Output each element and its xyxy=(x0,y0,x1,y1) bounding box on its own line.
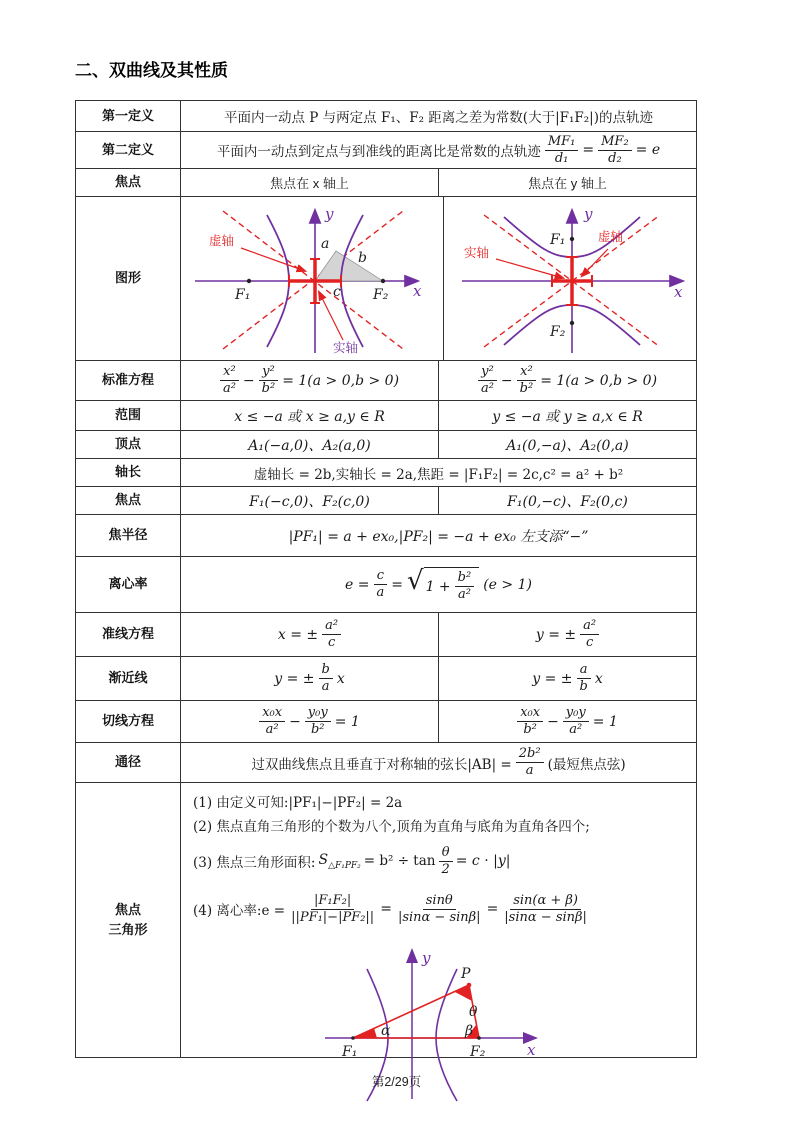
range-x: x ≤ −a 或 x ≥ a,y ∈ R xyxy=(234,408,385,425)
equals-sign: = xyxy=(380,901,392,917)
fraction-mf2-d2: $\frac{\text{MF₂}}{\text{d₂}}$ xyxy=(598,135,632,165)
focal-triangle-label-line1: 焦点 xyxy=(114,901,141,917)
focus-on-y-axis: 焦点在 y 轴上 xyxy=(528,176,607,191)
semi-axis-a-label: a xyxy=(321,235,330,252)
fraction-sin-theta: $\frac{\sin\theta}{|\sin\alpha - \sin\beta|}$ xyxy=(397,892,481,925)
foci-x: F₁(−c,0)、F₂(c,0) xyxy=(249,493,370,510)
hyperbola-x-foci-diagram xyxy=(187,199,437,359)
focus-f2-label: F₂ xyxy=(373,286,389,303)
foci-y: F₁(0,−c)、F₂(0,c) xyxy=(507,493,628,510)
angle-alpha-label: α xyxy=(380,1023,390,1039)
properties-table xyxy=(75,100,697,1058)
second-definition-text: 平面内一动点到定点与到准线的距离比是常数的点轨迹 xyxy=(216,144,541,160)
abc-triangle xyxy=(315,251,383,281)
vertices-x: A₁(−a,0)、A₂(a,0) xyxy=(248,437,371,454)
minus-sign: − xyxy=(500,372,513,389)
focal-radius-text: |PF₁| = a + ex₀,|PF₂| = −a + ex₀ 左支添“−” xyxy=(288,528,589,545)
fraction-2b2-a: $\frac{\text{2b²}}{a}$ xyxy=(516,747,544,777)
fraction-y2-a2: $\frac{\text{y²}}{\text{a²}}$ xyxy=(478,365,497,395)
fraction-y2-b2: $\frac{\text{y²}}{\text{b²}}$ xyxy=(259,365,279,395)
range-y: y ≤ −a 或 y ≥ a,x ∈ R xyxy=(492,408,643,425)
real-axis-label: 实轴 xyxy=(464,245,490,260)
y-axis-label: y xyxy=(584,204,593,223)
focal-triangle-item3-mid: = b² ÷ tan xyxy=(363,853,436,869)
focus-f2-dot xyxy=(570,320,574,324)
second-definition-tail: = e xyxy=(635,142,661,158)
focal-triangle-item3-tail: = c · |y| xyxy=(455,853,511,869)
asymptote-y-pre: y = ± xyxy=(532,670,573,687)
fraction-a2-c: $\frac{\text{a²}}{c}$ xyxy=(580,619,599,649)
minus-sign: − xyxy=(242,372,255,389)
radical-sign: √ xyxy=(407,566,424,597)
row-label-standard-equation: 标准方程 xyxy=(76,361,181,400)
imaginary-axis-label: 虚轴 xyxy=(209,233,235,248)
fraction-b-a: $\frac{b}{a}$ xyxy=(319,663,333,693)
equation-tail: = 1 xyxy=(334,713,360,730)
equation-tail: = 1(a > 0,b > 0) xyxy=(282,372,400,389)
latus-rectum-pre: 过双曲线焦点且垂直于对称轴的弦长|AB| = xyxy=(251,756,512,773)
row-label-eccentricity: 离心率 xyxy=(76,557,181,612)
point-p-dot xyxy=(466,983,471,988)
row-vertices xyxy=(76,431,696,459)
fraction-b2-a2: $\frac{\text{b²}}{\text{a²}}$ xyxy=(455,571,475,601)
minus-sign: − xyxy=(289,713,301,730)
row-label-asymptote: 渐近线 xyxy=(76,657,181,700)
focus-on-x-axis: 焦点在 x 轴上 xyxy=(270,176,349,191)
focus-f1-dot xyxy=(570,236,574,240)
angle-beta-label: β xyxy=(464,1023,473,1039)
point-p-label: P xyxy=(460,966,470,982)
fraction-x0x-a2: $\frac{\text{x₀x}}{\text{a²}}$ xyxy=(259,706,285,736)
y-axis-label: y xyxy=(325,204,334,223)
fraction-sin-alpha-beta: $\frac{\sin(\alpha + \beta)}{|\sin\alpha - \sin\beta|}$ xyxy=(504,892,587,925)
annotation-arrow xyxy=(241,248,305,271)
row-label-vertices: 顶点 xyxy=(76,431,181,458)
first-definition-text: 平面内一动点 P 与两定点 F₁、F₂ 距离之差为常数(大于|F₁F₂|)的点轨迹 xyxy=(224,110,653,126)
row-label-latus-rectum: 通径 xyxy=(76,743,181,782)
equals-sign: = xyxy=(486,901,499,917)
semi-axis-b-label: b xyxy=(358,249,367,266)
row-second-definition xyxy=(76,132,696,169)
angle-theta-label: θ xyxy=(468,1004,477,1020)
imaginary-axis-label: 虚轴 xyxy=(598,229,624,244)
directrix-y-pre: y = ± xyxy=(535,626,577,643)
minus-sign: − xyxy=(547,713,559,730)
focus-f1-label: F₁ xyxy=(235,286,251,303)
asymptote-x-post: x xyxy=(336,670,345,687)
x-axis-label: x xyxy=(674,282,683,301)
focus-f1-label: F₁ xyxy=(341,1044,357,1060)
square-root xyxy=(407,567,479,601)
fraction-y0y-a2: $\frac{\text{y₀y}}{\text{a²}}$ xyxy=(563,706,589,736)
row-label-second-definition: 第二定义 xyxy=(76,132,181,168)
eccentricity-pre: e = xyxy=(345,576,370,593)
real-axis-label: 实轴 xyxy=(333,340,359,355)
page-number: 第2/29页 xyxy=(371,1075,422,1089)
page-title: 二、双曲线及其性质 xyxy=(75,61,228,80)
focus-f2-label: F₂ xyxy=(550,323,566,340)
fraction-c-a: $\frac{c}{a}$ xyxy=(374,569,388,599)
y-axis-label: y xyxy=(421,949,430,967)
asymptote-x-pre: y = ± xyxy=(274,670,315,687)
row-foci xyxy=(76,487,696,515)
fraction-a-b: $\frac{a}{b}$ xyxy=(577,663,591,693)
row-label-focal-triangle xyxy=(76,783,181,1057)
fraction-y0y-b2: $\frac{\text{y₀y}}{\text{b²}}$ xyxy=(305,706,331,736)
fraction-f1f2: $\frac{\text{|F₁F₂|}}{\text{||PF₁|−|PF₂||}}$ xyxy=(291,892,375,925)
focal-triangle-item4-pre: (4) 离心率:e = xyxy=(193,903,286,919)
eccentricity-tail: (e > 1) xyxy=(483,576,532,593)
focal-triangle-item2: (2) 焦点直角三角形的个数为八个,顶角为直角与底角为直角各四个; xyxy=(193,819,590,835)
asymptote-y-post: x xyxy=(594,670,603,687)
fraction-x2-b2: $\frac{\text{x²}}{\text{b²}}$ xyxy=(517,365,537,395)
focus-f1-dot xyxy=(351,1036,355,1040)
row-focal-triangle xyxy=(76,783,696,1060)
fraction-a2-c: $\frac{\text{a²}}{c}$ xyxy=(322,619,341,649)
row-label-directrix: 准线方程 xyxy=(76,613,181,656)
focus-f2-dot xyxy=(477,1036,481,1040)
equation-tail: = 1 xyxy=(592,713,618,730)
sqrt-pre: 1 + xyxy=(425,578,451,595)
row-asymptote xyxy=(76,657,696,701)
focal-triangle-item3-pre: (3) 焦点三角形面积: xyxy=(193,855,316,871)
latus-rectum-tail: (最短焦点弦) xyxy=(547,756,626,773)
row-tangent xyxy=(76,701,696,743)
row-latus-rectum xyxy=(76,743,696,783)
annotation-arrow xyxy=(496,259,563,278)
angle-alpha-wedge xyxy=(353,1028,377,1038)
row-label-foci: 焦点 xyxy=(76,487,181,514)
vertices-y: A₁(0,−a)、A₂(0,a) xyxy=(506,437,629,454)
annotation-arrow xyxy=(582,249,608,276)
row-axis-length xyxy=(76,459,696,487)
hyperbola-y-foci-diagram xyxy=(450,199,700,359)
row-label-graph: 图形 xyxy=(76,197,181,360)
area-symbol: $S_{\triangle F_1PF_2}$ xyxy=(318,851,361,871)
row-range xyxy=(76,401,696,431)
row-graph xyxy=(76,197,696,361)
fraction-mf1-d1: $\frac{\text{MF₁}}{\text{d₁}}$ xyxy=(545,135,579,165)
focus-f1-label: F₁ xyxy=(550,231,566,248)
row-standard-equation xyxy=(76,361,696,401)
x-axis-label: x xyxy=(413,281,422,300)
row-label-focus-header: 焦点 xyxy=(76,169,181,196)
x-axis-label: x xyxy=(526,1041,535,1059)
equals-sign: = xyxy=(391,576,403,593)
row-first-definition xyxy=(76,101,696,132)
fraction-theta-2: $\frac{\theta}{2}$ xyxy=(438,846,452,876)
focal-triangle-item1: (1) 由定义可知:|PF₁|−|PF₂| = 2a xyxy=(193,795,403,811)
focal-triangle-label-line2: 三角形 xyxy=(108,922,148,937)
semi-axis-c-label: c xyxy=(333,283,341,300)
row-label-first-definition: 第一定义 xyxy=(76,101,181,131)
equals-sign: = xyxy=(582,142,595,158)
row-label-axis-length: 轴长 xyxy=(76,459,181,486)
row-eccentricity xyxy=(76,557,696,613)
axis-length-text: 虚轴长 = 2b,实轴长 = 2a,焦距 = |F₁F₂| = 2c,c² = a² + b² xyxy=(253,466,624,483)
fraction-x0x-b2: $\frac{\text{x₀x}}{\text{b²}}$ xyxy=(517,706,543,736)
row-label-range: 范围 xyxy=(76,401,181,430)
fraction-x2-a2: $\frac{\text{x²}}{\text{a²}}$ xyxy=(220,365,239,395)
row-focus-header xyxy=(76,169,696,197)
focus-f2-label: F₂ xyxy=(469,1044,485,1060)
row-directrix xyxy=(76,613,696,657)
row-label-tangent: 切线方程 xyxy=(76,701,181,742)
area-subscript: △F₁PF₂ xyxy=(328,860,361,871)
equation-tail: = 1(a > 0,b > 0) xyxy=(540,372,658,389)
focus-f2-dot xyxy=(381,278,385,282)
row-focal-radius xyxy=(76,515,696,557)
row-label-focal-radius: 焦半径 xyxy=(76,515,181,556)
directrix-x-pre: x = ± xyxy=(277,626,319,643)
focus-f1-dot xyxy=(247,278,251,282)
